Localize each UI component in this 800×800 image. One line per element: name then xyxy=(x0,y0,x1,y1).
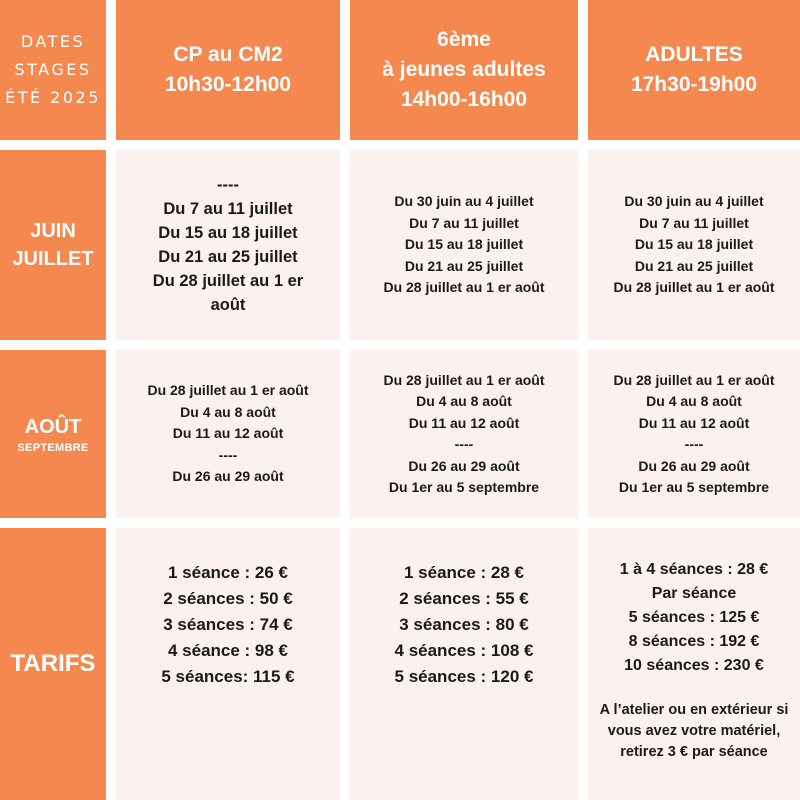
date-line: Du 11 au 12 août xyxy=(172,425,284,442)
price-line: 1 à 4 séances : 28 € xyxy=(619,561,769,578)
date-line: Du 26 au 29 août xyxy=(408,457,520,474)
date-line: Du 1er au 5 septembre xyxy=(618,479,770,495)
row-label-main: TARIFS xyxy=(10,650,96,677)
date-line: août xyxy=(210,296,246,314)
date-line: Du 28 juillet au 1 er août xyxy=(147,382,309,399)
cell-juin-juillet-adultes xyxy=(588,150,800,340)
price-line: 5 séances: 115 € xyxy=(161,667,295,686)
row-label-juin-juillet xyxy=(0,150,106,340)
row-label-line: JUIN xyxy=(30,220,76,242)
date-line: Du 15 au 18 juillet xyxy=(158,224,298,242)
price-line: 5 séances : 125 € xyxy=(628,609,760,626)
date-line: Du 15 au 18 juillet xyxy=(634,236,754,253)
price-line: 8 séances : 192 € xyxy=(628,633,760,650)
date-line: Du 30 juin au 4 juillet xyxy=(394,193,534,210)
header-line: ADULTES xyxy=(645,43,743,66)
date-line: Du 21 au 25 juillet xyxy=(404,257,524,274)
header-line: CP au CM2 xyxy=(173,43,283,66)
date-line: ---- xyxy=(218,446,238,463)
date-line: Du 21 au 25 juillet xyxy=(158,248,298,266)
price-line: 2 séances : 55 € xyxy=(399,589,529,608)
price-line: 1 séance : 26 € xyxy=(167,563,289,582)
date-line: Du 28 juillet au 1 er août xyxy=(613,371,775,388)
date-line: Du 28 juillet au 1 er août xyxy=(383,279,545,296)
date-line: Du 26 au 29 août xyxy=(172,468,284,485)
cell-aout-adultes xyxy=(588,350,800,518)
cell-tarifs-cp-cm2 xyxy=(116,528,340,800)
date-line: ---- xyxy=(684,436,704,452)
date-line: Du 26 au 29 août xyxy=(638,457,750,474)
price-line: 2 séances : 50 € xyxy=(163,589,293,608)
header-line: à jeunes adultes xyxy=(382,58,546,81)
date-line: ---- xyxy=(217,176,239,194)
date-line: Du 4 au 8 août xyxy=(180,403,276,420)
price-line: 5 séances : 120 € xyxy=(394,667,534,686)
header-cp-cm2 xyxy=(116,0,340,140)
row-label-aout-septembre xyxy=(0,350,106,518)
date-line: Du 7 au 11 juillet xyxy=(639,214,749,231)
date-line: Du 21 au 25 juillet xyxy=(634,257,754,274)
header-corner-dates xyxy=(0,0,106,140)
date-line: Du 11 au 12 août xyxy=(638,414,750,431)
date-line: Du 7 au 11 juillet xyxy=(409,214,519,231)
row-label-tarifs xyxy=(0,528,106,800)
date-line: Du 1er au 5 septembre xyxy=(388,479,540,495)
header-line: 6ème xyxy=(437,28,491,51)
header-line: 17h30-19h00 xyxy=(630,73,758,96)
date-line: Du 30 juin au 4 juillet xyxy=(624,193,764,210)
cell-tarifs-6eme xyxy=(350,528,578,800)
date-line: Du 7 au 11 juillet xyxy=(163,200,293,218)
header-6eme-jeunes-adultes xyxy=(350,0,578,140)
header-line: 10h30-12h00 xyxy=(164,73,292,96)
price-line: 3 séances : 80 € xyxy=(399,615,529,634)
corner-line: STAGES xyxy=(14,60,92,79)
price-line: 4 séances : 108 € xyxy=(394,641,534,660)
price-line: 3 séances : 74 € xyxy=(163,615,293,634)
date-line: Du 28 juillet au 1 er août xyxy=(383,371,545,388)
date-line: Du 11 au 12 août xyxy=(408,414,520,431)
row-label-main: AOÛT xyxy=(24,416,82,438)
date-line: ---- xyxy=(454,436,474,452)
date-line: Du 28 juillet au 1 er xyxy=(152,272,304,290)
price-line: 4 séance : 98 € xyxy=(167,641,289,660)
cell-aout-cp-cm2 xyxy=(116,350,340,518)
price-line: 10 séances : 230 € xyxy=(624,657,764,674)
material-discount-note: A l’atelier ou en extérieur si vous avez votre matériel, retirez 3 € par séance xyxy=(599,702,789,760)
corner-line: DATES xyxy=(20,32,86,51)
price-line: Par séance xyxy=(651,585,737,602)
date-line: Du 4 au 8 août xyxy=(646,393,742,409)
cell-tarifs-adultes xyxy=(588,528,800,800)
date-line: Du 28 juillet au 1 er août xyxy=(613,279,775,296)
header-adultes xyxy=(588,0,800,140)
corner-line: ÉTÉ 2025 xyxy=(5,88,101,107)
price-line: 1 séance : 28 € xyxy=(403,563,525,582)
cell-juin-juillet-6eme xyxy=(350,150,578,340)
row-label-line: JUILLET xyxy=(12,248,94,270)
cell-juin-juillet-cp-cm2 xyxy=(116,150,340,340)
row-label-sub: SEPTEMBRE xyxy=(17,442,89,454)
date-line: Du 4 au 8 août xyxy=(416,393,512,409)
header-line: 14h00-16h00 xyxy=(400,88,528,111)
cell-aout-6eme xyxy=(350,350,578,518)
date-line: Du 15 au 18 juillet xyxy=(404,236,524,253)
